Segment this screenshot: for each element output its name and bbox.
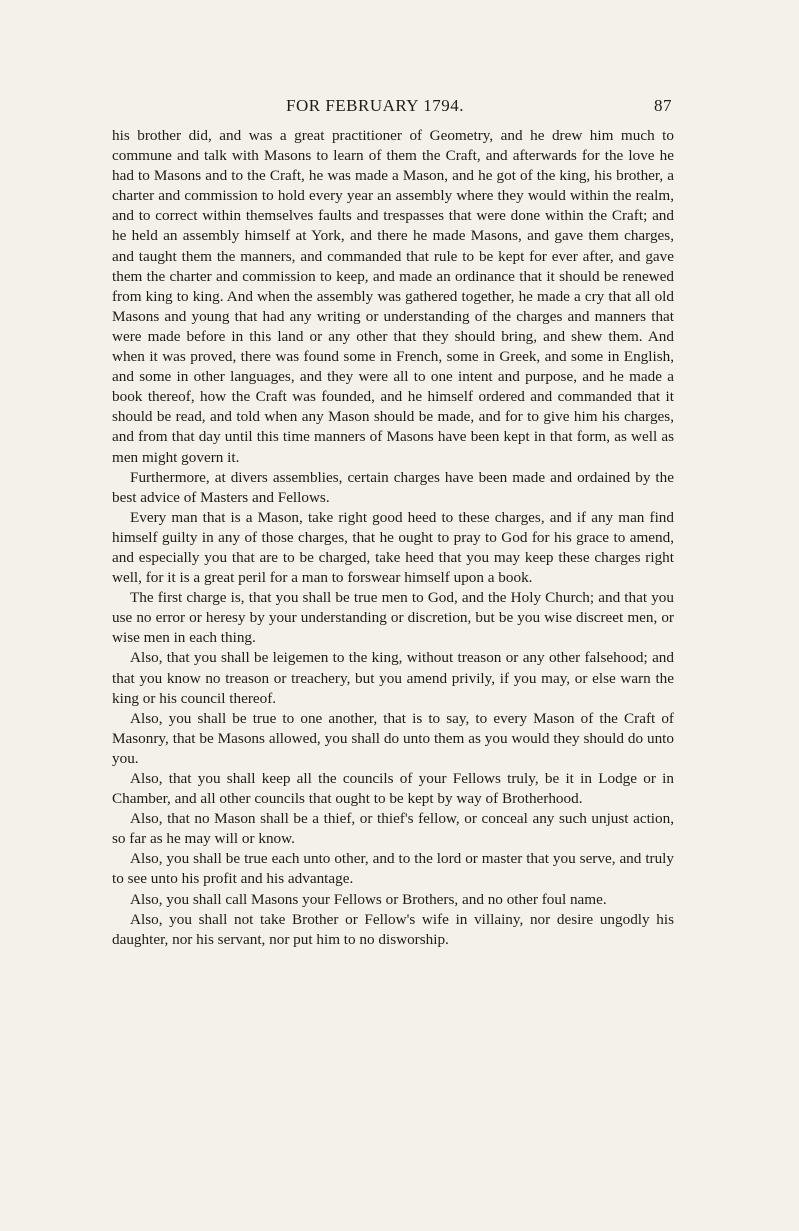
paragraph-thief: Also, that no Mason shall be a thief, or thief's fellow, or conceal any such unjust action, so far as he may will or know. — [112, 810, 674, 848]
paragraph-continued: his brother did, and was a great practitioner of Geometry, and he drew him much to commune and talk with Masons to learn of them the Craft, and afterwards for the love he had to Masons and to the Craft, he was made a Mason, and he got of the king, his brother, a charter and commission to hold every year an assembly where they would within the realm, and to correct within themselves faults and trespasses that were done within the Craft; and he held an assembly himself at York, and there he made Masons, and gave them charges, and taught them the manners, and commanded that rule to be kept for ever after, and gave them the charter and commission to keep, and made an ordinance that it should be renewed from king to king. And when the assembly was gathered together, he made a cry that all old Masons and young that had any writing or understanding of the charges and manners that were made before in this land or any other that they should bring, and shew them. And when it was proved, there was found some in French, some in Greek, and some in English, and some in other languages, and they were all to one intent and purpose, and he made a book thereof, how the Craft was founded, and he himself ordered and commanded that it should be read, and told when any Mason should be made, and for to give him his charges, and from that day until this time manners of Masons have been kept in that form, as well as men might govern it. — [112, 127, 674, 466]
running-head — [112, 96, 674, 126]
paragraph-councils: Also, that you shall keep all the councils of your Fellows truly, be it in Lodge or in Chamber, and all other councils that ought to be kept by way of Brotherhood. — [112, 770, 674, 808]
paragraph-true-to-one-another: Also, you shall be true to one another, that is to say, to every Mason of the Craft of Masonry, that be Masons allowed, you shall do unto them as you would they should do unto you. — [112, 709, 674, 767]
paragraph-villainy: Also, you shall not take Brother or Fellow's wife in villainy, nor desire ungodly his daughter, nor his servant, nor put him to no disworship. — [112, 910, 674, 948]
paragraph-leigemen: Also, that you shall be leigemen to the king, without treason or any other falsehood; and that you know no treason or treachery, but you amend privily, if you may, or else warn the king or his council thereof. — [112, 649, 674, 707]
paragraph-true-each: Also, you shall be true each unto other, and to the lord or master that you serve, and truly to see unto his profit and his advantage. — [112, 850, 674, 888]
paragraph-first-charge: The first charge is, that you shall be true men to God, and the Holy Church; and that you use no error or heresy by your understanding or discretion, but be you wise discreet men, or wise men in each thing. — [112, 589, 674, 647]
body-text — [112, 126, 674, 950]
paragraph-every-man: Every man that is a Mason, take right good heed to these charges, and if any man find himself guilty in any of those charges, that he ought to pray to God for his grace to amend, and especially you that are to be charged, take heed that you may keep these charges right well, for it is a great peril for a man to forswear himself upon a book. — [112, 508, 674, 587]
page-number: 87 — [654, 96, 672, 115]
book-page — [112, 96, 674, 950]
running-title: FOR FEBRUARY 1794. — [286, 96, 464, 115]
paragraph-fellows-or-brothers: Also, you shall call Masons your Fellows or Brothers, and no other foul name. — [130, 890, 607, 908]
paragraph-furthermore: Furthermore, at divers assemblies, certain charges have been made and ordained by the best advice of Masters and Fellows. — [112, 468, 674, 506]
